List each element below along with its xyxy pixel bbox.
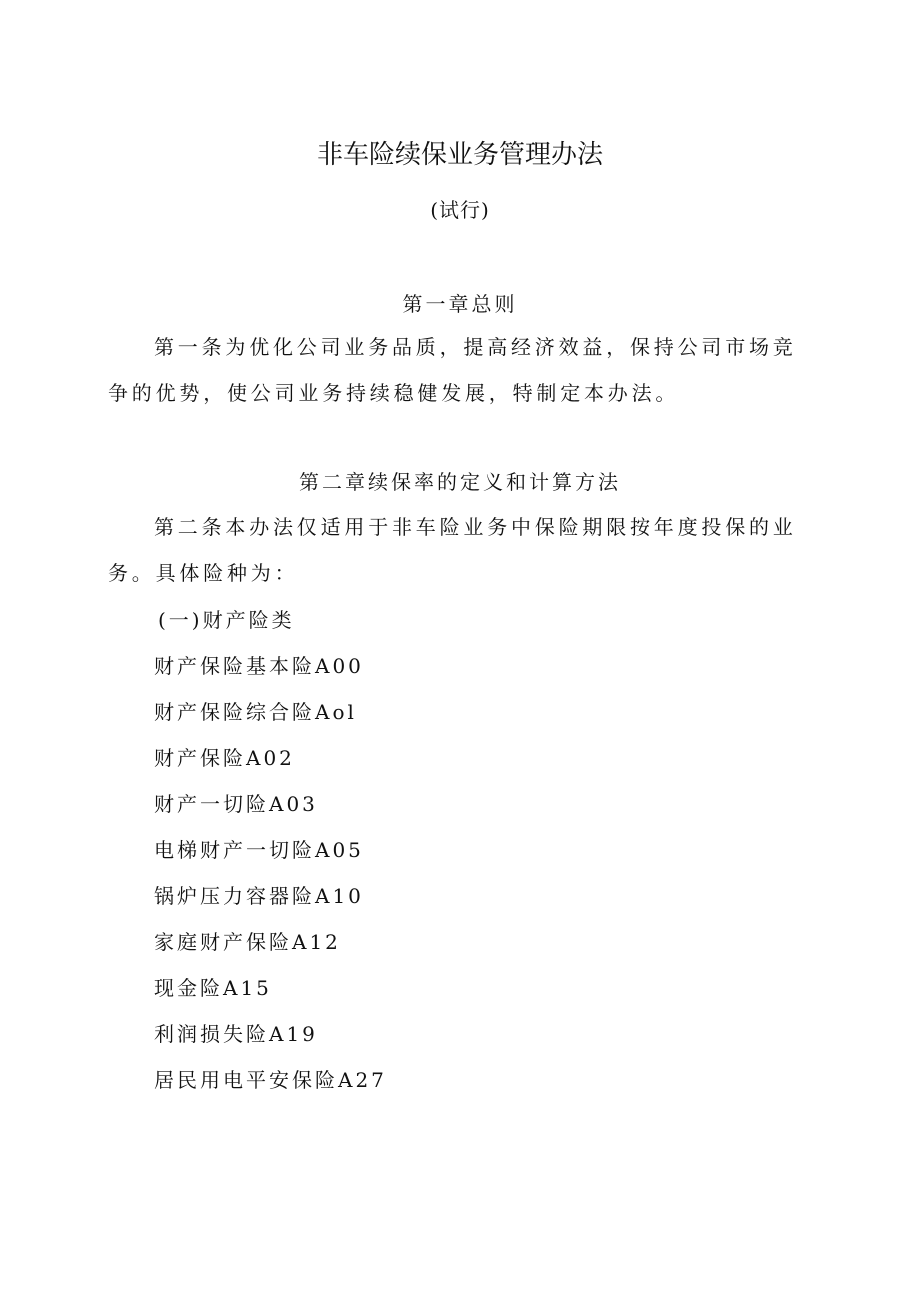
list-item: 电梯财产一切险A05 <box>154 838 364 862</box>
list-item: 锅炉压力容器险A10 <box>154 884 364 908</box>
list-item: 现金险A15 <box>154 976 272 1000</box>
list-item: 居民用电平安保险A27 <box>154 1068 387 1092</box>
list-item: 财产保险A02 <box>154 746 295 770</box>
article-1-text: 第一条为优化公司业务品质，提高经济效益，保持公司市场竞争的优势，使公司业务持续稳健发展，特制定本办法。 <box>108 335 797 405</box>
list-item: 财产保险基本险A00 <box>154 654 364 678</box>
category-property-heading: (一)财产险类 <box>158 608 295 632</box>
document-title: 非车险续保业务管理办法 <box>316 140 603 170</box>
document-subtitle: (试行) <box>430 198 490 222</box>
list-item: 家庭财产保险A12 <box>154 930 341 954</box>
list-item: 财产保险综合险Aol <box>154 700 357 724</box>
chapter-2-heading: 第二章续保率的定义和计算方法 <box>299 470 621 494</box>
chapter-1-heading: 第一章总则 <box>402 292 518 316</box>
list-item: 财产一切险A03 <box>154 792 318 816</box>
list-item: 利润损失险A19 <box>154 1022 318 1046</box>
article-2-text: 第二条本办法仅适用于非车险业务中保险期限按年度投保的业务。具体险种为： <box>108 515 797 585</box>
